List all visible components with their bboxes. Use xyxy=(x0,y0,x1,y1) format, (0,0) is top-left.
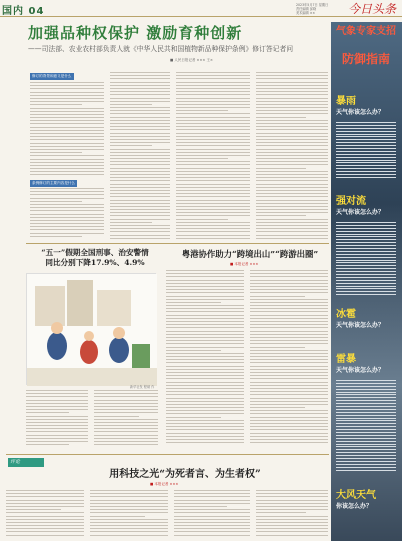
holiday-headline-line: 同比分别下降17.9%、4.9% xyxy=(45,258,145,267)
brand-logo: 今日头条 xyxy=(347,2,396,16)
illustration-caption: 新华社发 程硕 作 xyxy=(130,385,155,389)
dateline-line: 责任编辑 邱晓 xyxy=(296,7,317,11)
bottom-column-4 xyxy=(256,490,328,540)
lead-column-4 xyxy=(256,72,328,240)
bottom-column-3 xyxy=(174,490,250,540)
sidebar-title: 气象专家支招 xyxy=(336,26,396,37)
sidebar-question xyxy=(336,305,396,329)
police-illustration xyxy=(26,273,156,385)
section-tag xyxy=(2,2,44,17)
dateline-line: 2023年5月7日 星期日 xyxy=(296,3,329,7)
holiday-headline xyxy=(30,248,160,268)
lead-subhead: ——司法部、农业农村部负责人就《中华人民共和国植物新品种保护条例》修订答记者问 xyxy=(28,45,294,53)
sidebar-question-topic: 大风天气 xyxy=(336,490,376,501)
sidebar-title-main: 防御指南 xyxy=(341,52,390,66)
lead-column-1b xyxy=(30,188,104,240)
bottom-byline: ■ 本报记者 ××× xyxy=(150,482,179,486)
sidebar-question-topic: 雷暴 xyxy=(336,354,356,365)
masthead xyxy=(0,0,402,17)
lead-byline: ■ 人民日报记者 ××× 王× xyxy=(170,58,213,62)
sidebar-question-text: 天气你该怎么办？ xyxy=(336,367,385,374)
cross-border-headline: 粤港协作助力“跨境出山”“跨游出圈” xyxy=(181,249,319,259)
sidebar-text xyxy=(336,222,396,302)
section-divider xyxy=(26,243,329,244)
sidebar-question-text: 天气你该怎么办？ xyxy=(336,109,385,116)
cross-border-byline: ■ 本报记者 ××× xyxy=(230,262,259,266)
holiday-column-1 xyxy=(26,390,88,448)
sidebar-question-topic: 暴雨 xyxy=(336,96,356,107)
section-name: 国内 xyxy=(2,6,24,17)
sidebar-question xyxy=(336,92,396,116)
sidebar-question-text: 天气你该怎么办？ xyxy=(336,209,385,216)
holiday-headline-line: “五一”假期全国刑事、治安警情 xyxy=(41,248,149,257)
cross-column-1 xyxy=(166,270,244,450)
sidebar-question-text: 天气你该怎么办？ xyxy=(336,322,385,329)
sidebar-text xyxy=(336,122,396,182)
sidebar-question xyxy=(336,192,396,216)
sidebar-question-topic: 强对流 xyxy=(336,196,366,207)
section-divider xyxy=(6,454,329,455)
sidebar-question-text: 你该怎么办？ xyxy=(336,503,373,510)
lead-column-3 xyxy=(176,72,250,240)
dateline xyxy=(296,3,340,15)
lead-subsection-box: 条例修订的主要内容是什么 xyxy=(32,181,76,185)
sidebar-text xyxy=(336,380,396,480)
dateline-line: 美术编辑 ×× xyxy=(296,11,316,15)
bottom-column-1 xyxy=(6,490,84,540)
bottom-column-2 xyxy=(90,490,168,540)
cross-column-2 xyxy=(250,270,328,450)
page-number: 04 xyxy=(28,6,45,17)
bottom-section-label: 评论 xyxy=(8,458,44,467)
lead-column-1 xyxy=(30,82,104,178)
sidebar-question xyxy=(336,486,396,510)
bottom-headline: 用科技之光“为死者言、为生者权” xyxy=(109,469,261,480)
sidebar-question xyxy=(336,350,396,374)
holiday-column-2 xyxy=(94,390,158,448)
lead-column-2 xyxy=(110,72,170,240)
sidebar-question-topic: 冰雹 xyxy=(336,309,356,320)
lead-headline: 加强品种权保护 激励育种创新 xyxy=(28,24,243,42)
lead-subsection-box: 修订的背景和意义是什么 xyxy=(32,74,72,78)
